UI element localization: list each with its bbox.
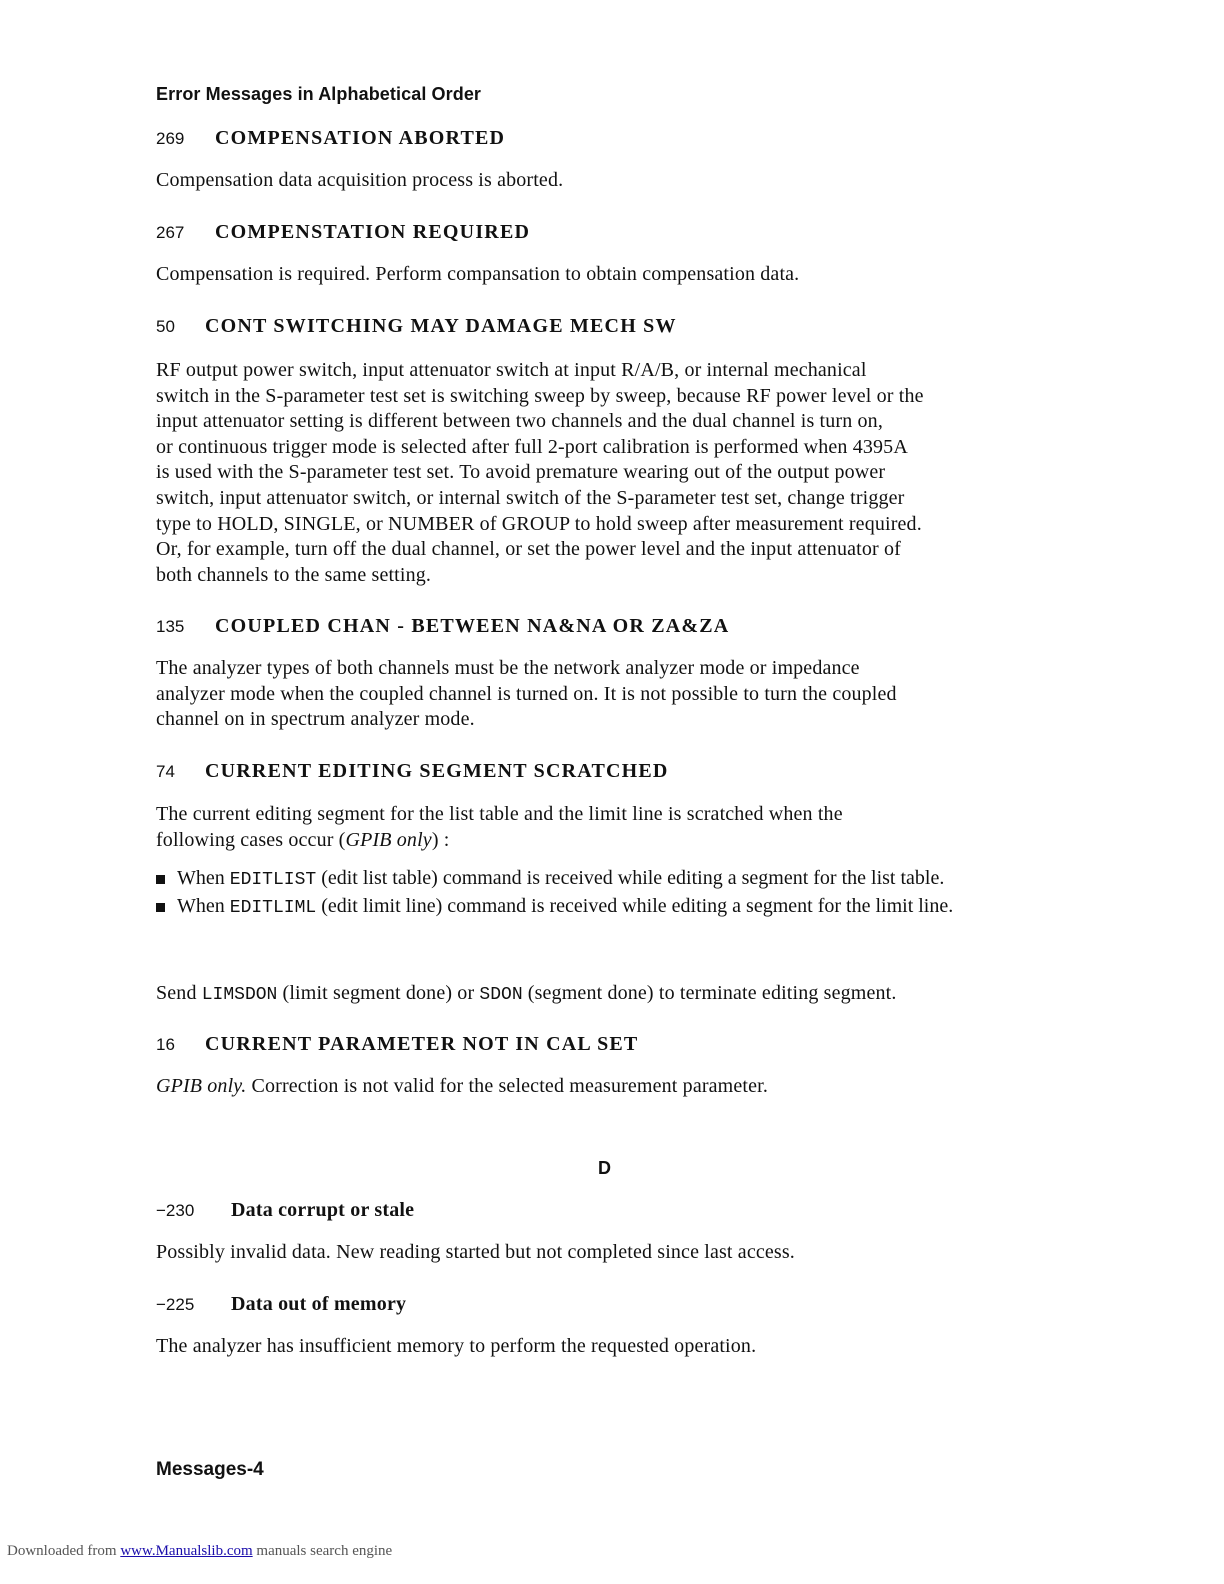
error-number: 16 [156, 1035, 175, 1054]
text-line: channel on in spectrum analyzer mode. [156, 708, 475, 731]
error-number: −225 [156, 1295, 195, 1314]
text-line: both channels to the same setting. [156, 563, 432, 586]
error-title: Data corrupt or stale [231, 1199, 415, 1221]
list-item [156, 894, 1046, 922]
entry-heading-minus-230 [156, 1199, 414, 1222]
entry-description: Possibly invalid data. New reading started but not completed since last access. [156, 1241, 795, 1263]
text-span: following cases occur ( [156, 828, 346, 851]
entry-heading-minus-225 [156, 1293, 406, 1316]
error-number: 269 [156, 129, 185, 148]
command-code: EDITLIST [229, 870, 317, 890]
entry-description [156, 802, 1056, 853]
text-line: switch, input attenuator switch, or internal switch of the S-parameter test set, change trigger [156, 486, 905, 509]
bullet-list [156, 866, 1046, 921]
entry-description [156, 358, 1056, 588]
text-line: The current editing segment for the list table and the limit line is scratched when the [156, 803, 843, 825]
text-line: type to HOLD, SINGLE, or NUMBER of GROUP to hold sweep after measurement required. [156, 512, 922, 535]
square-bullet-icon [156, 875, 165, 884]
text-line: RF output power switch, input attenuator switch at input R/A/B, or internal mechanical [156, 359, 867, 381]
text-span: ) : [431, 828, 450, 851]
text-span: (edit limit line) command is received while editing a segment for the limit line. [316, 894, 954, 917]
text-span: When [177, 867, 230, 889]
text-line: analyzer mode when the coupled channel is turned on. It is not possible to turn the coupled [156, 682, 897, 705]
italic-note: GPIB only. [156, 1075, 247, 1097]
text-line: The analyzer types of both channels must be the network analyzer mode or impedance [156, 657, 860, 679]
command-code: EDITLIML [229, 897, 317, 918]
running-header: Error Messages in Alphabetical Order [156, 84, 482, 104]
text-span: manuals search engine [252, 1543, 393, 1559]
entry-heading-74 [156, 760, 669, 783]
entry-description [156, 656, 1056, 733]
entry-heading-267 [156, 221, 530, 244]
entry-description: Compensation data acquisition process is aborted. [156, 169, 564, 191]
italic-note: GPIB only [345, 828, 432, 851]
text-span: When [177, 894, 230, 917]
square-bullet-icon [156, 903, 165, 912]
download-footer [7, 1543, 392, 1560]
entry-heading-269 [156, 127, 505, 150]
error-number: −230 [156, 1201, 195, 1220]
entry-heading-135 [156, 615, 729, 638]
error-title: Data out of memory [231, 1293, 407, 1315]
text-span: Correction is not valid for the selected measurement parameter. [246, 1075, 769, 1097]
manualslib-link[interactable]: www.Manualslib.com [120, 1543, 253, 1559]
command-code: LIMSDON [201, 985, 278, 1005]
text-line: Or, for example, turn off the dual channel, or set the power level and the input attenuator of [156, 538, 901, 561]
entry-description [156, 1074, 1056, 1100]
section-letter: D [598, 1158, 611, 1178]
text-span: (segment done) to terminate editing segment. [522, 982, 897, 1004]
error-number: 74 [156, 762, 175, 781]
text-line: input attenuator setting is different between two channels and the dual channel is turn on, [156, 410, 883, 433]
entry-note [156, 981, 1056, 1009]
error-title: CURRENT EDITING SEGMENT SCRATCHED [205, 760, 669, 782]
entry-description: Compensation is required. Perform compansation to obtain compensation data. [156, 263, 800, 285]
entry-heading-50 [156, 315, 677, 338]
error-title: CONT SWITCHING MAY DAMAGE MECH SW [205, 315, 677, 337]
text-line: or continuous trigger mode is selected after full 2-port calibration is performed when 4395A [156, 435, 908, 458]
error-title: CURRENT PARAMETER NOT IN CAL SET [205, 1033, 639, 1055]
text-span: (limit segment done) or [277, 982, 480, 1004]
text-span: (edit list table) command is received while editing a segment for the list table. [316, 867, 945, 889]
text-line: is used with the S-parameter test set. To avoid premature wearing out of the output power [156, 461, 886, 484]
error-number: 135 [156, 617, 185, 636]
list-item [156, 866, 1046, 894]
error-number: 50 [156, 317, 175, 336]
text-span: Send [156, 982, 202, 1004]
command-code: SDON [479, 985, 523, 1005]
text-span: Downloaded from [7, 1543, 121, 1559]
page-number: Messages-4 [156, 1459, 264, 1480]
text-line [156, 828, 1056, 854]
error-title: COUPLED CHAN - BETWEEN NA&NA OR ZA&ZA [215, 615, 730, 637]
text-line: switch in the S-parameter test set is switching sweep by sweep, because RF power level or the [156, 384, 924, 407]
entry-description: The analyzer has insufficient memory to perform the requested operation. [156, 1335, 757, 1357]
entry-heading-16 [156, 1033, 638, 1056]
error-title: COMPENSATION ABORTED [215, 127, 506, 149]
error-number: 267 [156, 223, 185, 242]
error-title: COMPENSTATION REQUIRED [215, 221, 531, 243]
